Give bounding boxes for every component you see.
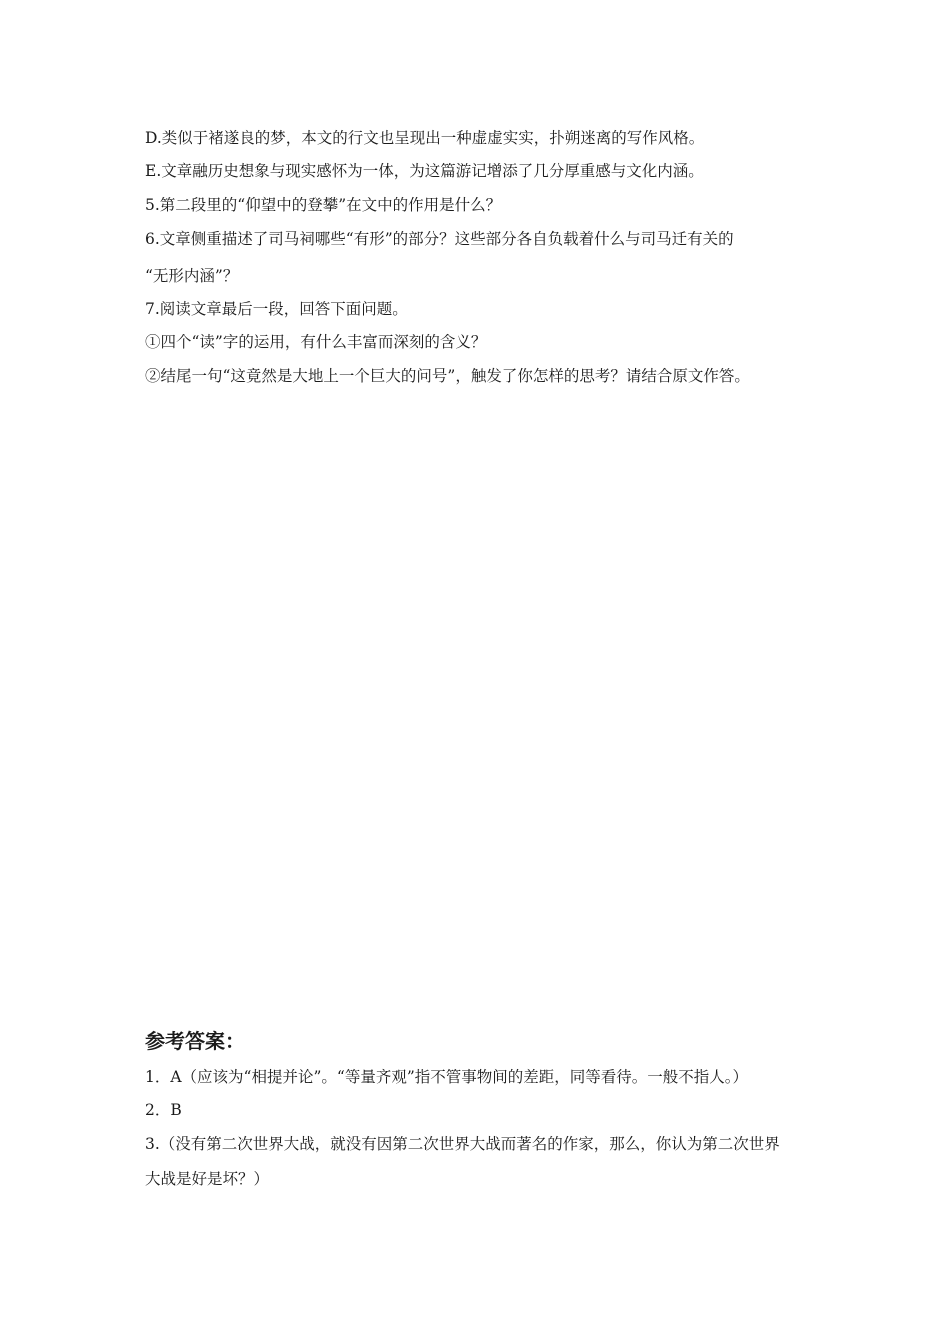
- question-6-line-2: “无形内涵”？: [145, 267, 239, 285]
- answer-2: 2．B: [145, 1101, 182, 1119]
- option-d: D.类似于褚遂良的梦，本文的行文也呈现出一种虚虚实实，扑朔迷离的写作风格。: [145, 129, 705, 147]
- question-7-sub-2: ②结尾一句“这竟然是大地上一个巨大的问号”，触发了你怎样的思考？请结合原文作答。: [145, 367, 750, 385]
- question-5: 5.第二段里的“仰望中的登攀”在文中的作用是什么？: [145, 196, 502, 214]
- answers-heading: 参考答案：: [145, 1029, 245, 1053]
- question-6-line-1: 6.文章侧重描述了司马祠哪些“有形”的部分？这些部分各自负载着什么与司马迁有关的: [145, 230, 734, 248]
- question-7: 7.阅读文章最后一段，回答下面问题。: [145, 300, 408, 318]
- answer-3-line-2: 大战是好是坏？）: [145, 1170, 270, 1188]
- question-7-sub-1: ①四个“读”字的运用，有什么丰富而深刻的含义？: [145, 333, 487, 351]
- answer-3-line-1: 3.（没有第二次世界大战，就没有因第二次世界大战而著名的作家，那么，你认为第二次世界: [145, 1135, 780, 1153]
- option-e: E.文章融历史想象与现实感怀为一体，为这篇游记增添了几分厚重感与文化内涵。: [145, 162, 704, 180]
- answer-1: 1．A（应该为“相提并论”。“等量齐观”指不管事物间的差距，同等看待。一般不指人。）: [145, 1068, 749, 1086]
